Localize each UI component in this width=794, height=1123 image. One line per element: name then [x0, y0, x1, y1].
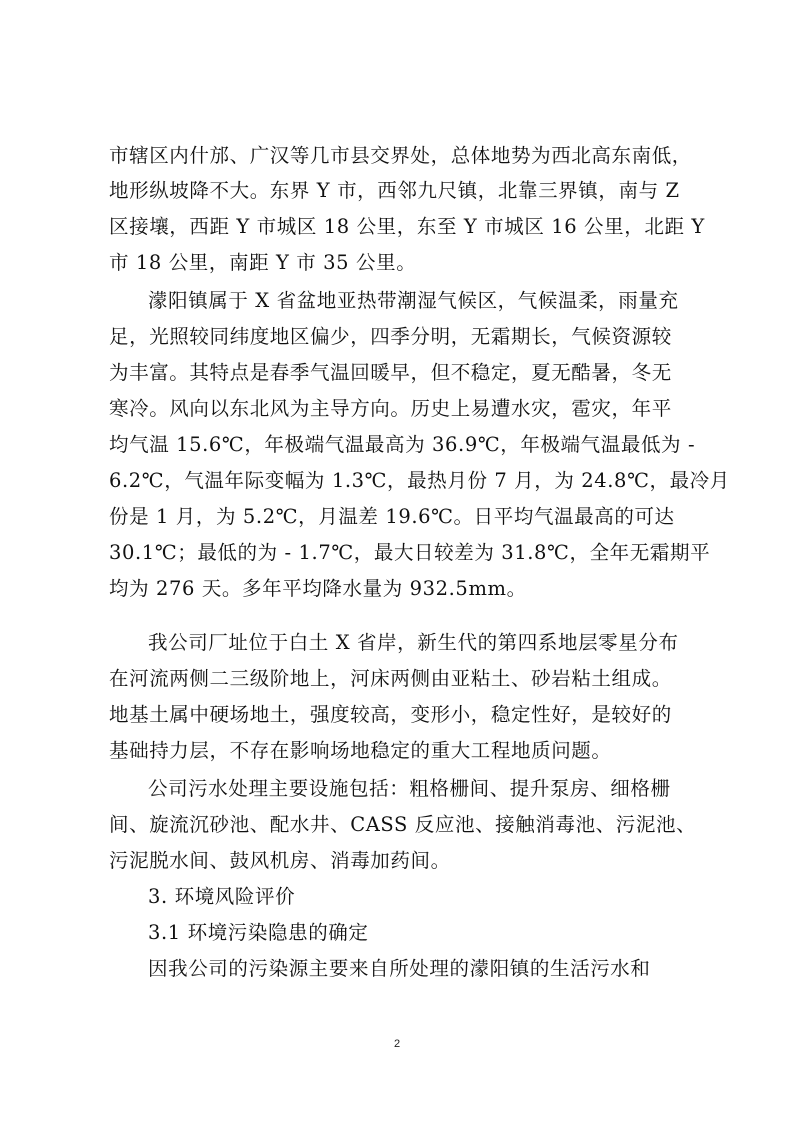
body-text-line: 市 18 公里，南距 Y 市 35 公里。 [109, 251, 417, 274]
section-heading: 3. 环境风险评价 [148, 885, 296, 908]
body-text-line: 污泥脱水间、鼓风机房、消毒加药间。 [109, 849, 451, 872]
body-text-line: 区接壤，西距 Y 市城区 18 公里，东至 Y 市城区 16 公里，北距 Y [109, 215, 705, 238]
body-text-line: 30.1℃；最低的为 - 1.7℃，最大日较差为 31.8℃，全年无霜期平 [109, 541, 711, 564]
body-text-line: 寒冷。风向以东北风为主导方向。历史上易遭水灾，雹灾，年平 [109, 397, 672, 420]
body-text-line: 在河流两侧二三级阶地上，河床两侧由亚粘土、砂岩粘土组成。 [109, 667, 672, 690]
subsection-heading: 3.1 环境污染隐患的确定 [148, 921, 369, 944]
paragraph-first-line: 公司污水处理主要设施包括：粗格栅间、提升泵房、细格栅 [148, 777, 671, 800]
paragraph-first-line: 濛阳镇属于 X 省盆地亚热带潮湿气候区，气候温柔，雨量充 [148, 289, 679, 312]
page-number: 2 [393, 1038, 401, 1050]
body-text-line: 地基土属中硬场地土，强度较高，变形小，稳定性好，是较好的 [109, 703, 672, 726]
body-text-line: 间、旋流沉砂池、配水井、CASS 反应池、接触消毒池、污泥池、 [109, 813, 697, 836]
paragraph-first-line: 我公司厂址位于白土 X 省岸，新生代的第四系地层零星分布 [148, 631, 679, 654]
body-text-line: 市辖区内什邡、广汉等几市县交界处，总体地势为西北高东南低， [109, 144, 692, 167]
paragraph-first-line: 因我公司的污染源主要来自所处理的濛阳镇的生活污水和 [148, 957, 651, 980]
body-text-line: 6.2℃，气温年际变幅为 1.3℃，最热月份 7 月，为 24.8℃，最冷月 [109, 469, 730, 492]
body-text-line: 为丰富。其特点是春季气温回暖早，但不稳定，夏无酷暑，冬无 [109, 361, 672, 384]
body-text-line: 均气温 15.6℃，年极端气温最高为 36.9℃，年极端气温最低为 - [109, 433, 696, 456]
body-text-line: 基础持力层，不存在影响场地稳定的重大工程地质问题。 [109, 739, 612, 762]
body-text-line: 份是 1 月，为 5.2℃，月温差 19.6℃。日平均气温最高的可达 [109, 505, 675, 528]
body-text-line: 均为 276 天。多年平均降水量为 932.5mm。 [109, 577, 527, 600]
body-text-line: 地形纵坡降不大。东界 Y 市，西邻九尺镇，北靠三界镇，南与 Z [109, 179, 680, 202]
body-text-line: 足，光照较同纬度地区偏少，四季分明，无霜期长，气候资源较 [109, 325, 672, 348]
